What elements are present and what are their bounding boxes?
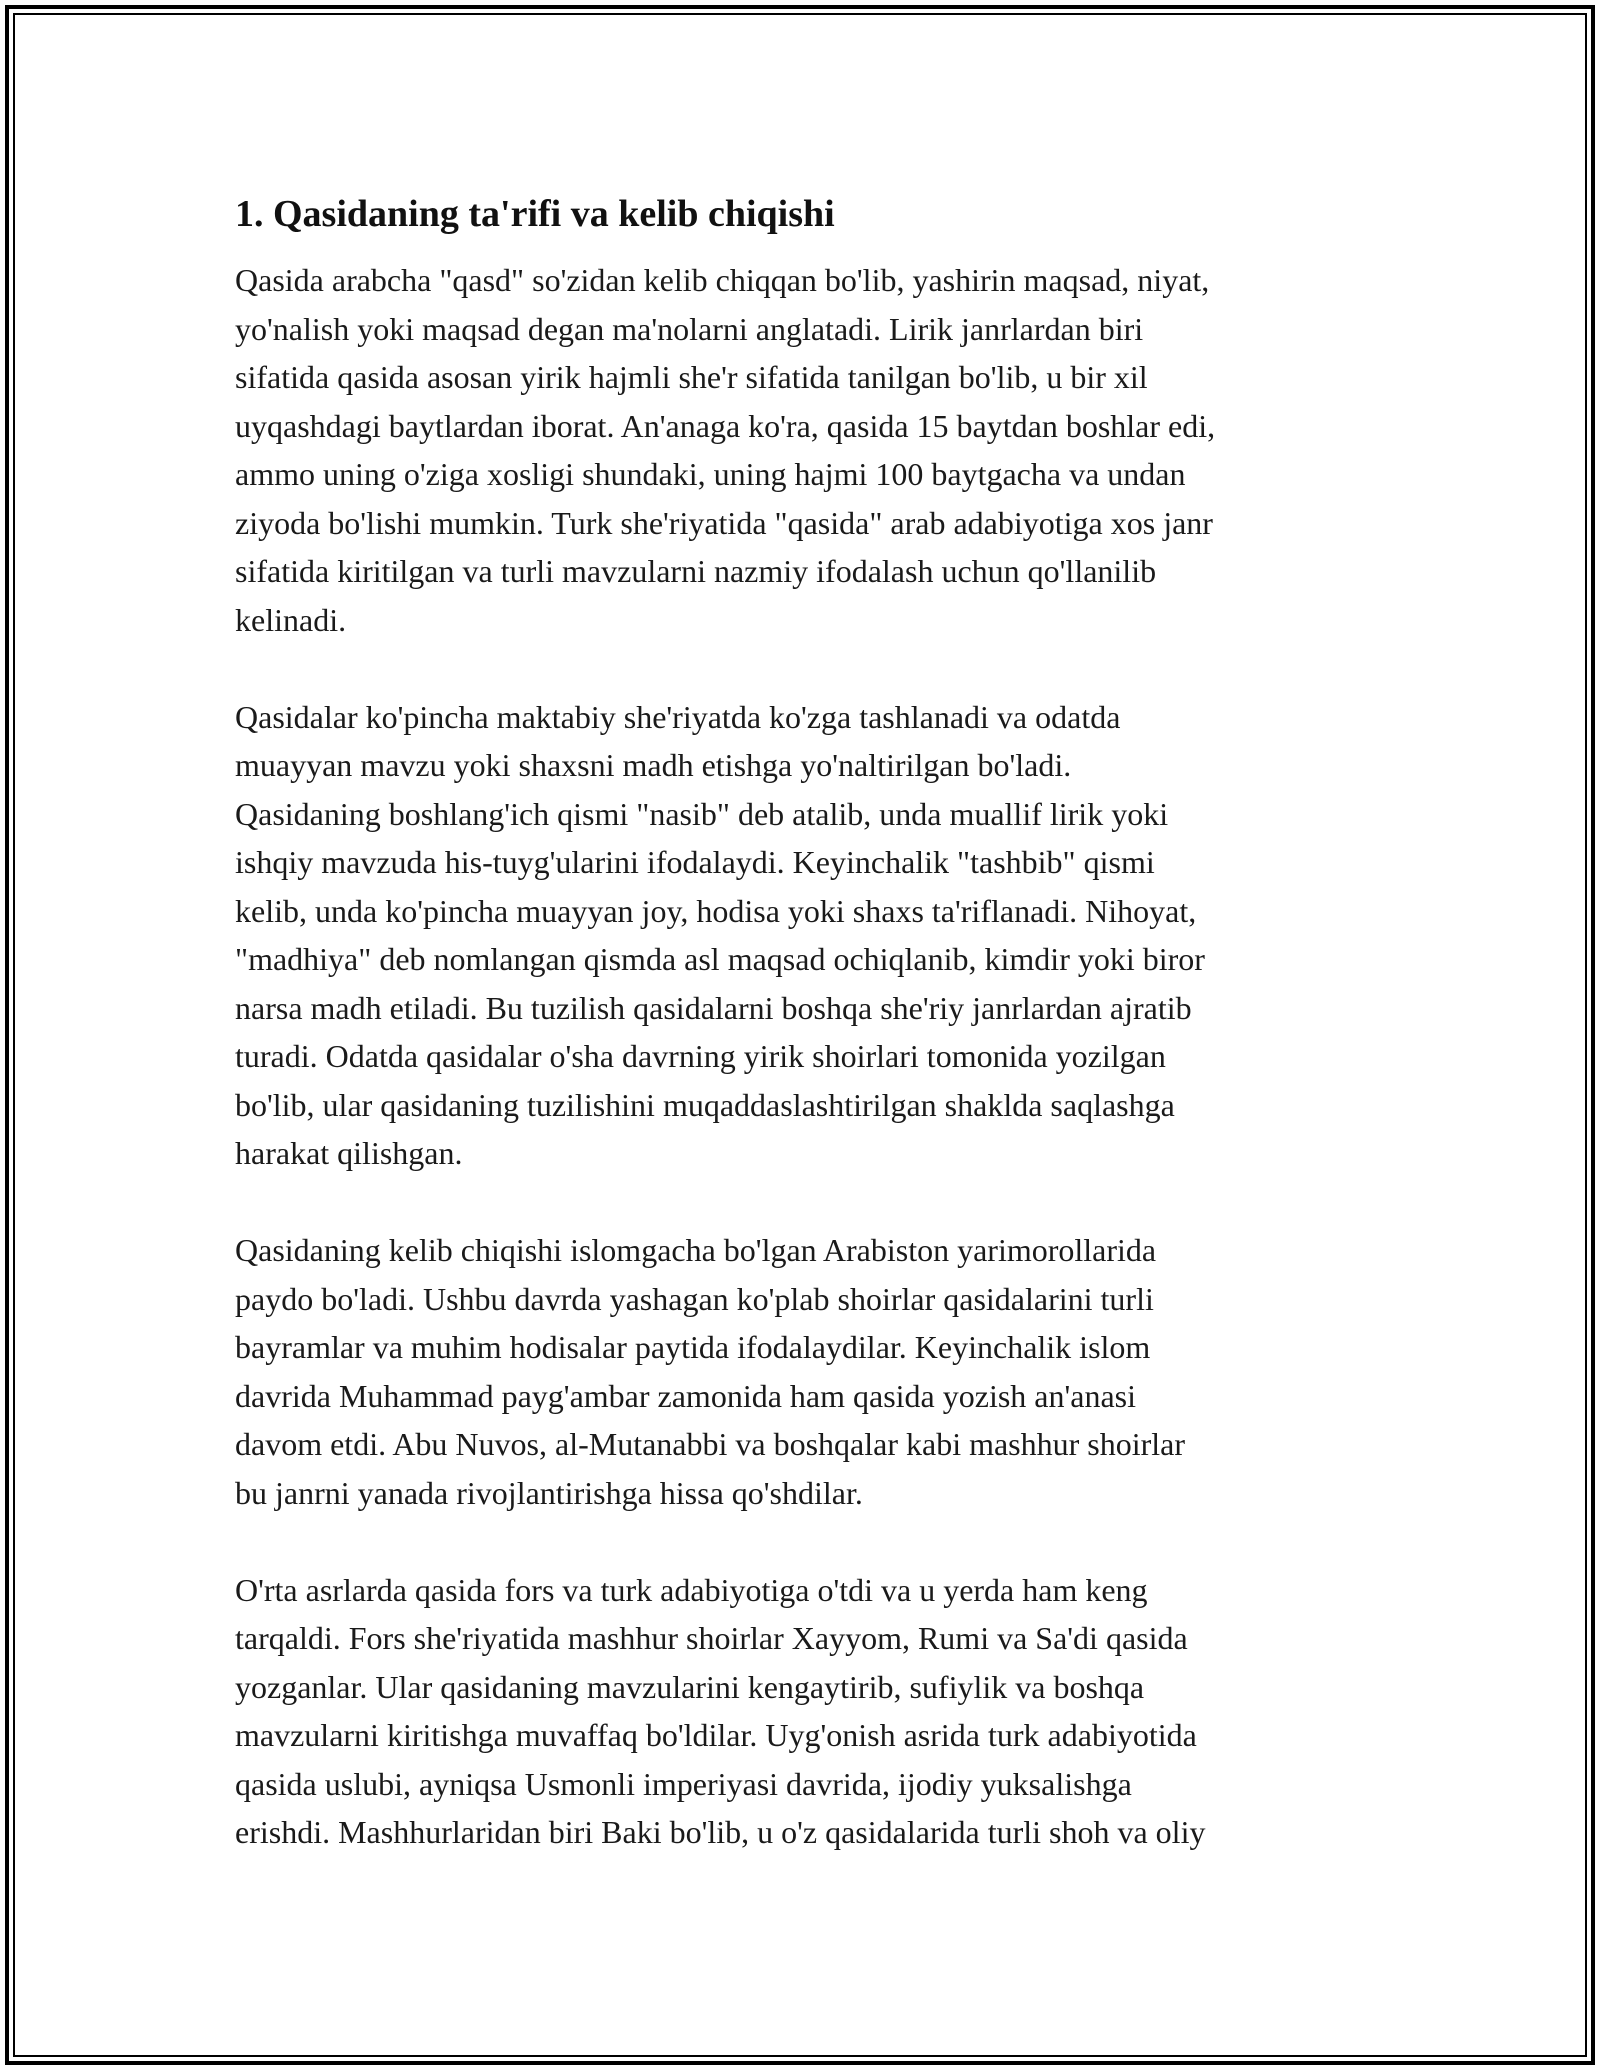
text-line: bo'lib, ular qasidaning tuzilishini muqaddaslashtirilgan shaklda saqlashga	[235, 1086, 1175, 1123]
text-line: kelinadi.	[235, 601, 347, 638]
text-line: "madhiya" deb nomlangan qismda asl maqsad ochiqlanib, kimdir yoki biror	[235, 941, 1205, 977]
text-line: bayramlar va muhim hodisalar paytida ifodalaydilar. Keyinchalik islom	[235, 1329, 1151, 1365]
document-body	[235, 186, 1385, 1905]
text-line: harakat qilishgan.	[235, 1135, 463, 1171]
text-line: Qasidaning boshlang'ich qismi "nasib" deb atalib, unda muallif lirik yoki	[235, 795, 1169, 832]
text-line: turadi. Odatda qasidalar o'sha davrning yirik shoirlari tomonida yozilgan	[235, 1038, 1166, 1074]
text-line: sifatida qasida asosan yirik hajmli she'r sifatida tanilgan bo'lib, u bir xil	[235, 359, 1148, 395]
text-line: davrida Muhammad payg'ambar zamonida ham qasida yozish an'anasi	[235, 1377, 1137, 1414]
text-line: bu janrni yanada rivojlantirishga hissa qo'shdilar.	[235, 1474, 863, 1511]
text-line: sifatida kiritilgan va turli mavzularni nazmiy ifodalash uchun qo'llanilib	[235, 553, 1157, 589]
paragraph-2	[235, 693, 1385, 1178]
text-line: ziyoda bo'lishi mumkin. Turk she'riyatida "qasida" arab adabiyotiga xos janr	[235, 504, 1213, 541]
text-line: Qasidalar ko'pincha maktabiy she'riyatda ko'zga tashlanadi va odatda	[235, 698, 1121, 735]
text-line: paydo bo'ladi. Ushbu davrda yashagan ko'plab shoirlar qasidalarini turli	[235, 1280, 1154, 1317]
paragraph-1	[235, 256, 1385, 644]
section-heading: 1. Qasidaning ta'rifi va kelib chiqishi	[235, 193, 835, 235]
text-line: ishqiy mavzuda his-tuyg'ularini ifodalaydi. Keyinchalik "tashbib" qismi	[235, 844, 1155, 880]
text-line: yozganlar. Ular qasidaning mavzularini kengaytirib, sufiylik va boshqa	[235, 1668, 1145, 1705]
text-line: narsa madh etiladi. Bu tuzilish qasidalarni boshqa she'riy janrlardan ajratib	[235, 989, 1192, 1026]
text-line: muayyan mavzu yoki shaxsni madh etishga yo'naltirilgan bo'ladi.	[235, 747, 1072, 783]
text-line: erishdi. Mashhurlaridan biri Baki bo'lib, u o'z qasidalarida turli shoh va oliy	[235, 1814, 1206, 1850]
text-line: ammo uning o'ziga xosligi shundaki, uning hajmi 100 baytgacha va undan	[235, 456, 1186, 492]
text-line: O'rta asrlarda qasida fors va turk adabiyotiga o'tdi va u yerda ham keng	[235, 1571, 1148, 1608]
paragraph-3	[235, 1226, 1385, 1517]
text-line: tarqaldi. Fors she'riyatida mashhur shoirlar Xayyom, Rumi va Sa'di qasida	[235, 1620, 1188, 1656]
text-line: Qasidaning kelib chiqishi islomgacha bo'lgan Arabiston yarimorollarida	[235, 1232, 1157, 1268]
text-line: qasida uslubi, ayniqsa Usmonli imperiyasi davrida, ijodiy yuksalishga	[235, 1765, 1132, 1802]
paragraph-4	[235, 1566, 1385, 1857]
text-line: uyqashdagi baytlardan iborat. An'anaga ko'ra, qasida 15 baytdan boshlar edi,	[235, 407, 1216, 444]
text-line: mavzularni kiritishga muvaffaq bo'ldilar. Uyg'onish asrida turk adabiyotida	[235, 1717, 1197, 1753]
text-line: Qasida arabcha "qasd" so'zidan kelib chiqqan bo'lib, yashirin maqsad, niyat,	[235, 262, 1210, 298]
text-line: kelib, unda ko'pincha muayyan joy, hodisa yoki shaxs ta'riflanadi. Nihoyat,	[235, 892, 1197, 929]
text-line: yo'nalish yoki maqsad degan ma'nolarni anglatadi. Lirik janrlardan biri	[235, 310, 1144, 347]
text-line: davom etdi. Abu Nuvos, al-Mutanabbi va boshqalar kabi mashhur shoirlar	[235, 1426, 1186, 1462]
